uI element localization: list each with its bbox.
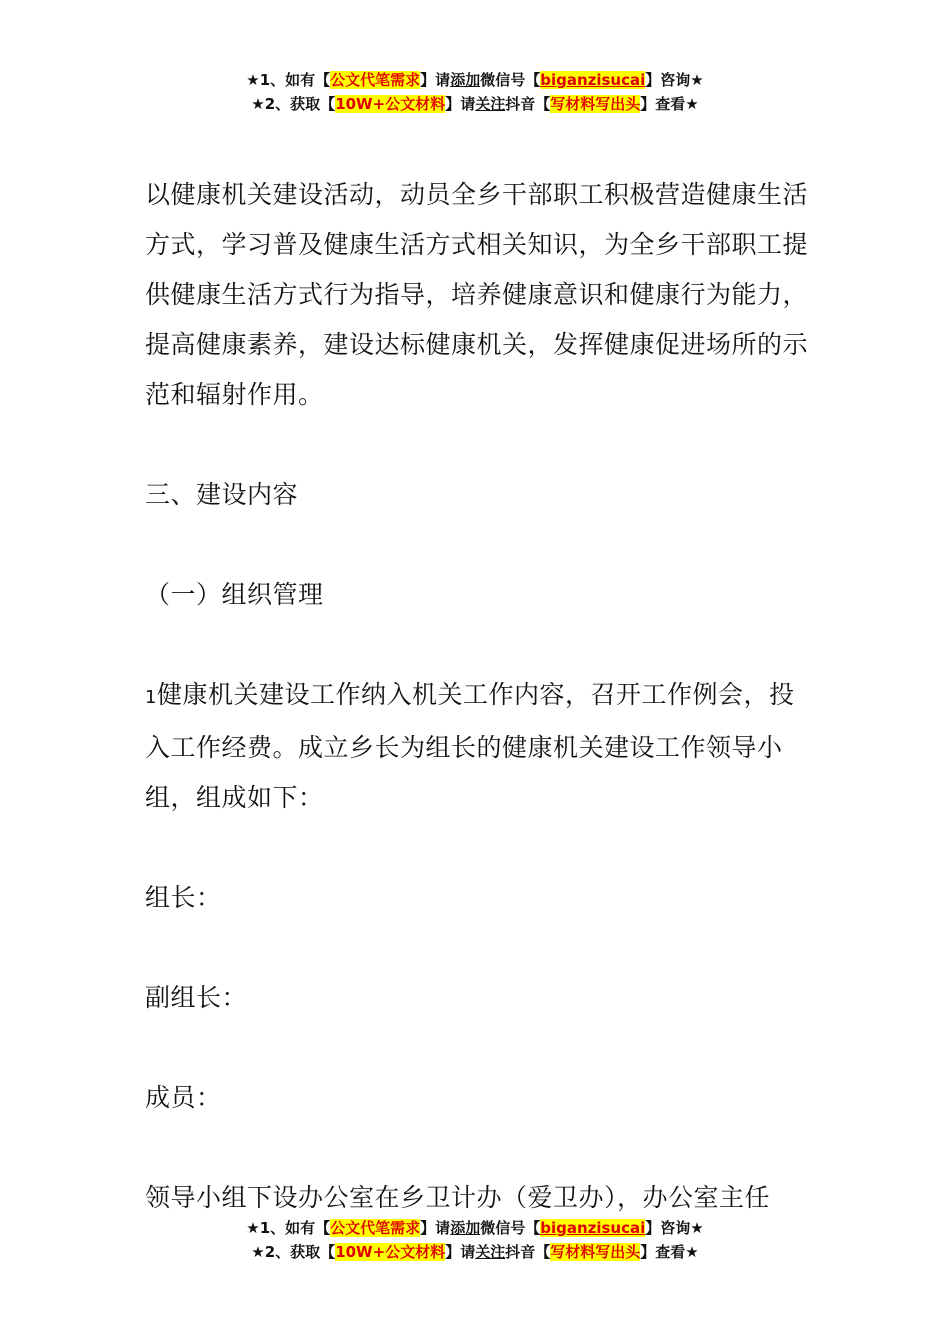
banner-text: 】请 bbox=[420, 71, 451, 89]
banner-text: 抖音【 bbox=[505, 1243, 551, 1261]
banner-text: 】咨询★ bbox=[645, 1219, 704, 1237]
banner-emphasis: 关注 bbox=[475, 95, 506, 113]
list-item bbox=[145, 670, 813, 823]
banner-text: 】请 bbox=[420, 1219, 451, 1237]
banner-emphasis: 关注 bbox=[475, 1243, 506, 1261]
wechat-id: biganzisucai bbox=[540, 1219, 646, 1237]
body-paragraph: 以健康机关建设活动，动员全乡干部职工积极营造健康生活方式，学习普及健康生活方式相关知识，为全乡干部职工提供健康生活方式行为指导，培养健康意识和健康行为能力，提高健康素养，建设达标健康机关，发挥健康促进场所的示范和辐射作用。 bbox=[145, 180, 809, 409]
douyin-account: 写材料写出头 bbox=[550, 1243, 641, 1261]
footer-banner bbox=[0, 1216, 950, 1264]
section-heading: 三、建设内容 bbox=[145, 480, 299, 509]
header-banner bbox=[0, 68, 950, 116]
subsection-heading: （一）组织管理 bbox=[145, 580, 324, 609]
role-label: 组长： bbox=[145, 883, 222, 912]
banner-text: 】查看★ bbox=[640, 1243, 699, 1261]
banner-text: 】请 bbox=[445, 95, 476, 113]
role-label: 副组长： bbox=[145, 983, 248, 1012]
banner-text: 】查看★ bbox=[640, 95, 699, 113]
banner-line-2 bbox=[0, 92, 950, 116]
banner-line-2 bbox=[0, 1240, 950, 1264]
highlight-service: 公文代笔需求 bbox=[330, 71, 421, 89]
banner-text: 】请 bbox=[445, 1243, 476, 1261]
highlight-materials: 10W+公文材料 bbox=[335, 95, 446, 113]
banner-text: ★1、如有【 bbox=[246, 71, 331, 89]
item-number: 1 bbox=[145, 687, 157, 708]
body-paragraph: 领导小组下设办公室在乡卫计办（爱卫办），办公室主任 bbox=[145, 1183, 771, 1212]
document-body bbox=[145, 170, 813, 1223]
banner-emphasis: 添加 bbox=[450, 1219, 481, 1237]
banner-text: ★1、如有【 bbox=[246, 1219, 331, 1237]
wechat-id: biganzisucai bbox=[540, 71, 646, 89]
banner-line-1 bbox=[0, 68, 950, 92]
douyin-account: 写材料写出头 bbox=[550, 95, 641, 113]
banner-line-1 bbox=[0, 1216, 950, 1240]
banner-emphasis: 添加 bbox=[450, 71, 481, 89]
item-text: 健康机关建设工作纳入机关工作内容，召开工作例会，投入工作经费。成立乡长为组长的健康机关建设工作领导小组，组成如下： bbox=[145, 680, 795, 812]
banner-text: 】咨询★ bbox=[645, 71, 704, 89]
banner-text: 微信号【 bbox=[480, 1219, 541, 1237]
banner-text: ★2、获取【 bbox=[251, 1243, 336, 1261]
highlight-materials: 10W+公文材料 bbox=[335, 1243, 446, 1261]
banner-text: ★2、获取【 bbox=[251, 95, 336, 113]
banner-text: 抖音【 bbox=[505, 95, 551, 113]
role-label: 成员： bbox=[145, 1083, 222, 1112]
highlight-service: 公文代笔需求 bbox=[330, 1219, 421, 1237]
banner-text: 微信号【 bbox=[480, 71, 541, 89]
